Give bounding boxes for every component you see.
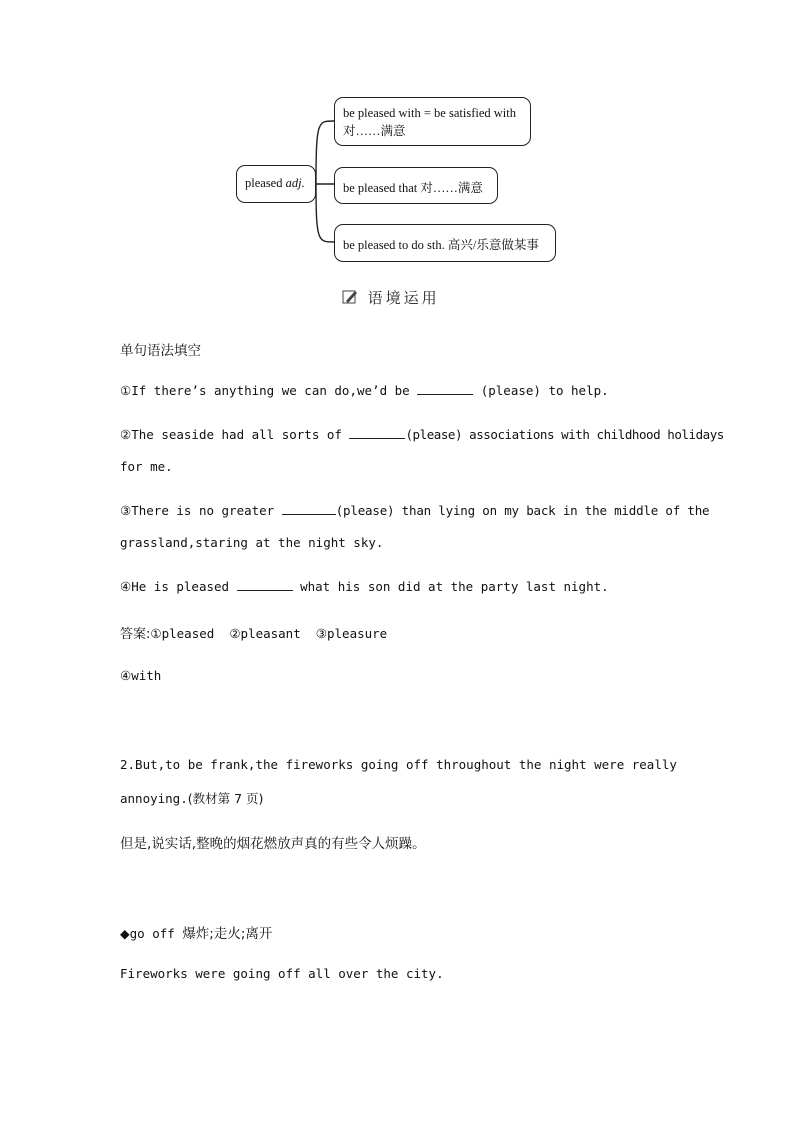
branch-2-line1: be pleased that 对……满意 bbox=[343, 181, 483, 195]
answers bbox=[120, 623, 387, 642]
question-3: ③There is no greater (please) than lying on my back in the middle of the bbox=[120, 503, 710, 518]
diamond-bullet-icon: ◆ bbox=[120, 926, 130, 941]
answers-line1: ①pleased ②pleasant ③pleasure bbox=[150, 626, 388, 641]
textbook-ref: (教材第 7 页) bbox=[187, 791, 264, 806]
phrase-entry bbox=[120, 922, 272, 942]
question-2-cont: for me. bbox=[120, 459, 173, 474]
answer-label: 答案: bbox=[120, 627, 151, 642]
branch-node-2 bbox=[334, 167, 498, 204]
root-word: pleased bbox=[245, 176, 283, 190]
answer-blank[interactable] bbox=[417, 384, 473, 395]
section-title: 语境运用 bbox=[367, 289, 440, 307]
question-2: ②The seaside had all sorts of (please) associations with childhood holidays bbox=[120, 427, 724, 442]
root-pos: adj. bbox=[285, 176, 305, 190]
branch-3-line1: be pleased to do sth. 高兴/乐意做某事 bbox=[343, 238, 539, 252]
answer-blank[interactable] bbox=[349, 428, 405, 439]
branch-node-3 bbox=[334, 224, 556, 262]
question-1: ①If there’s anything we can do,we’d be (please) to help. bbox=[120, 383, 609, 398]
answer-blank[interactable] bbox=[237, 580, 293, 591]
section-heading bbox=[342, 287, 440, 308]
sentence-2-translation: 但是,说实话,整晚的烟花燃放声真的有些令人烦躁。 bbox=[120, 836, 426, 852]
question-4: ④He is pleased what his son did at the party last night. bbox=[120, 579, 609, 594]
pencil-icon bbox=[342, 289, 358, 305]
exercise-heading: 单句语法填空 bbox=[120, 343, 201, 359]
answer-blank[interactable] bbox=[282, 504, 336, 515]
branch-node-1 bbox=[334, 97, 531, 146]
question-3-cont: grassland,staring at the night sky. bbox=[120, 535, 384, 550]
sentence-2-cont: annoying.(教材第 7 页) bbox=[120, 791, 264, 806]
sentence-2: 2.But,to be frank,the fireworks going off throughout the night were really bbox=[120, 757, 677, 772]
phrase-meaning: 爆炸;走火;离开 bbox=[182, 926, 273, 942]
branch-1-line2: 对……满意 bbox=[343, 124, 406, 138]
answers-line2: ④with bbox=[120, 668, 162, 683]
phrase-term: go off bbox=[129, 926, 183, 941]
branch-1-line1: be pleased with = be satisfied with bbox=[343, 106, 516, 120]
phrase-example: Fireworks were going off all over the city. bbox=[120, 966, 444, 981]
root-node bbox=[236, 165, 316, 203]
